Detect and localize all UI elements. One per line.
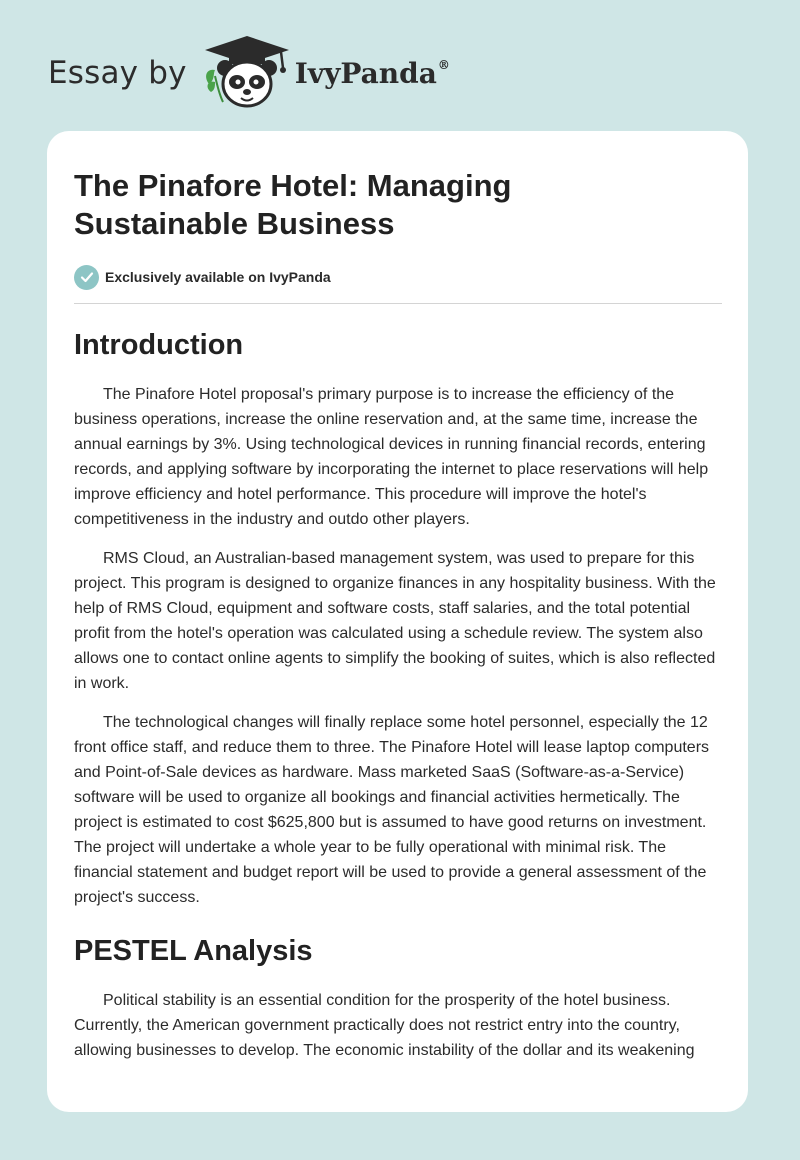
page-title: The Pinafore Hotel: Managing Sustainable Business — [74, 168, 512, 241]
registered-mark: ® — [437, 57, 450, 72]
paragraph: The technological changes will finally replace some hotel personnel, especially the 12 front office staff, and reduce them to three. The Pinafore Hotel will lease laptop computers and Point-of-Sale devices as hardware. Mass marketed SaaS (Software-as-a-Service) software will be used to organize all bookings and financial activities hermetically. The project is estimated to cost $625,800 but is assumed to have good returns on investment. The project will undertake a whole year to be fully operational with minimal risk. The financial statement and budget report will be used to provide a general assessment of the project's success. — [74, 714, 710, 906]
panda-logo-icon[interactable] — [201, 34, 293, 112]
paragraph: Political stability is an essential condition for the prosperity of the hotel business. Currently, the American government practically does not restrict entry into the country, allowing businesses to develop. The economic instability of the dollar and its weakening — [74, 992, 695, 1059]
exclusive-badge — [74, 263, 722, 291]
paragraph: RMS Cloud, an Australian-based management system, was used to prepare for this project. This program is designed to organize finances in any hospitality business. With the help of RMS Cloud, equipment and software costs, staff salaries, and the total potential profit from the hotel's operation was calculated using a schedule review. The system also allows one to contact online agents to simplify the booking of suites, which is also reflected in work. — [74, 550, 716, 692]
brand-text: IvyPanda — [294, 56, 437, 90]
brand-name[interactable] — [295, 57, 450, 90]
exclusive-badge-label: Exclusively available on IvyPanda — [105, 269, 331, 285]
section-pestel-analysis — [74, 934, 722, 1063]
section-heading: PESTEL Analysis — [74, 935, 313, 967]
section-heading: Introduction — [74, 329, 244, 361]
article-card — [47, 131, 748, 1112]
essay-by-label: Essay by — [48, 55, 187, 91]
divider — [74, 303, 722, 304]
site-header — [48, 34, 450, 112]
paragraph: The Pinafore Hotel proposal's primary purpose is to increase the efficiency of the business operations, increase the online reservation and, at the same time, increase the annual earnings by 3%. Using technological devices in running financial records, entering records, and applying software by incorporating the internet to place reservations will help improve efficiency and hotel performance. This procedure will improve the hotel's competitiveness in the industry and outdo other players. — [74, 386, 709, 528]
section-introduction — [74, 328, 722, 910]
check-circle-icon — [74, 265, 99, 290]
